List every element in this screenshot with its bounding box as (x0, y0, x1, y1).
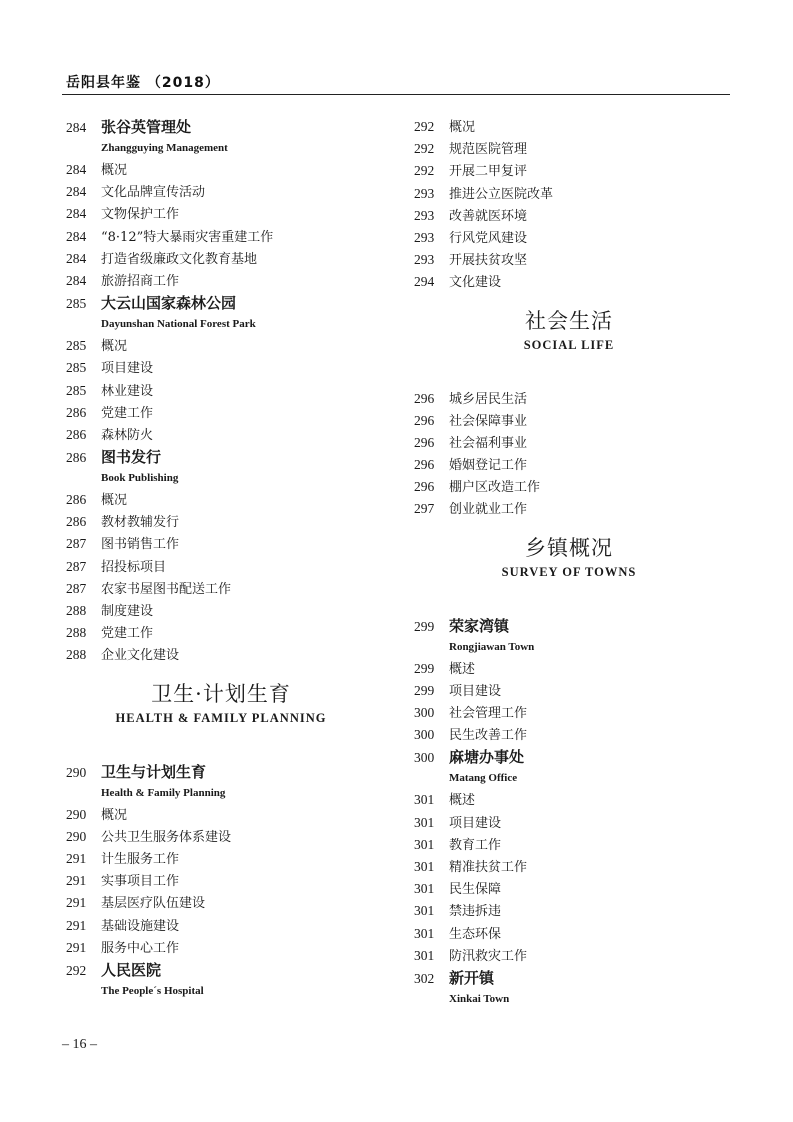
toc-page-number: 291 (66, 895, 87, 911)
toc-entry-title: 概况 (101, 163, 128, 178)
toc-english-subtitle: The People´s Hospital (101, 984, 204, 997)
toc-entry[interactable] (66, 826, 376, 848)
toc-page-number: 287 (66, 580, 87, 596)
toc-entry[interactable] (414, 249, 724, 271)
toc-entry[interactable] (414, 900, 724, 922)
toc-entry-title: 概况 (449, 120, 476, 135)
toc-page-number: 287 (66, 558, 87, 574)
toc-entry-title: 文物保护工作 (101, 207, 180, 223)
section-heading (66, 667, 376, 761)
toc-entry-title: 服务中心工作 (101, 940, 180, 956)
toc-entry[interactable] (66, 556, 376, 578)
toc-page-number: 286 (66, 404, 87, 420)
toc-page-number: 301 (414, 903, 435, 919)
toc-entry-title: 项目建设 (449, 683, 502, 699)
toc-page-number: 292 (414, 163, 435, 179)
toc-entry[interactable] (414, 945, 724, 967)
toc-page-number: 292 (414, 141, 435, 157)
toc-entry-title: 文化建设 (449, 275, 502, 291)
toc-entry-title: “8·12”特大暴雨灾害重建工作 (101, 229, 274, 245)
toc-heading-entry[interactable] (66, 446, 376, 469)
toc-entry[interactable] (414, 702, 724, 724)
toc-entry-title: 精准扶贫工作 (449, 859, 528, 875)
toc-entry[interactable] (414, 116, 724, 138)
toc-heading-entry[interactable] (66, 761, 376, 784)
toc-page-number: 300 (414, 705, 435, 720)
toc-entry[interactable] (414, 878, 724, 900)
toc-page-number: 288 (66, 625, 87, 641)
toc-english-subtitle: Xinkai Town (449, 992, 510, 1005)
toc-page-number: 291 (66, 850, 87, 866)
toc-entry[interactable] (414, 183, 724, 205)
toc-page-number: 288 (66, 647, 87, 663)
toc-entry[interactable] (66, 402, 376, 424)
section-subtitle: SURVEY OF TOWNS (501, 564, 637, 579)
toc-entry-title: 文化品牌宣传活动 (101, 185, 206, 201)
toc-page-number: 301 (414, 858, 435, 874)
toc-english-subtitle: Book Publishing (101, 472, 179, 485)
toc-entry[interactable] (66, 511, 376, 533)
section-spacer (414, 356, 724, 388)
toc-entry-title: 荣家湾镇 (449, 616, 510, 635)
toc-entry-title: 概况 (101, 493, 128, 509)
toc-page-number: 290 (66, 764, 87, 780)
toc-entry-title: 改善就医环境 (449, 208, 528, 224)
toc-page-number: 285 (66, 382, 87, 398)
toc-entry[interactable] (414, 160, 724, 182)
toc-entry-title: 林业建设 (101, 383, 154, 399)
toc-page-number: 301 (414, 925, 435, 941)
toc-entry[interactable] (414, 410, 724, 432)
toc-entry-title: 概述 (449, 793, 476, 809)
toc-entry-title: 人民医院 (101, 960, 162, 979)
toc-entry-title: 开展扶贫攻坚 (449, 253, 528, 269)
toc-entry-title: 教育工作 (449, 837, 502, 853)
toc-page-number: 286 (66, 492, 87, 508)
toc-page-number: 285 (66, 338, 87, 354)
toc-entry-title: 图书发行 (101, 448, 162, 467)
toc-page-number: 296 (414, 434, 435, 450)
toc-entry-title: 计生服务工作 (101, 851, 180, 867)
toc-entry-title: 社会福利事业 (449, 435, 528, 451)
toc-page-number: 285 (66, 296, 87, 312)
toc-heading-entry[interactable] (414, 967, 724, 990)
toc-page-number: 293 (414, 207, 435, 223)
toc-entry[interactable] (414, 834, 724, 856)
toc-entry[interactable] (414, 205, 724, 227)
toc-english-subtitle: Matang Office (449, 772, 518, 785)
toc-english-subtitle: Dayunshan National Forest Park (101, 318, 256, 331)
toc-entry[interactable] (414, 789, 724, 811)
toc-entry-title: 防汛救灾工作 (449, 948, 528, 964)
toc-page-number: 296 (414, 457, 435, 473)
toc-page-number: 300 (414, 727, 435, 743)
toc-entry-title: 项目建设 (101, 361, 154, 377)
toc-entry[interactable] (414, 498, 724, 520)
page-number: – 16 – (62, 1037, 97, 1052)
toc-page-number: 301 (414, 814, 435, 830)
toc-entry[interactable] (66, 226, 376, 248)
toc-page-number: 286 (66, 514, 87, 530)
toc-entry[interactable] (414, 227, 724, 249)
toc-page-number: 293 (414, 252, 435, 268)
toc-entry[interactable] (414, 388, 724, 410)
toc-entry[interactable] (66, 892, 376, 914)
toc-entry[interactable] (66, 159, 376, 181)
section-title: 乡镇概况 (525, 535, 613, 560)
running-header-title: 岳阳县年鉴 （2018） (66, 75, 220, 91)
toc-entry[interactable] (66, 600, 376, 622)
toc-page-number: 300 (414, 750, 435, 766)
toc-page-number: 291 (66, 873, 87, 889)
toc-entry-title: 社会管理工作 (449, 706, 528, 721)
toc-entry-title: 森林防火 (101, 427, 154, 443)
toc-page-number: 292 (414, 119, 435, 134)
toc-entry-title: 基层医疗队伍建设 (101, 896, 206, 912)
toc-page-number: 284 (66, 206, 87, 222)
toc-entry-title: 新开镇 (449, 968, 495, 987)
toc-page-number: 287 (66, 536, 87, 552)
toc-entry-title: 基础设施建设 (101, 918, 180, 934)
toc-entry[interactable] (66, 644, 376, 666)
toc-page-number: 292 (66, 962, 87, 978)
toc-entry[interactable] (66, 181, 376, 203)
section-spacer (66, 729, 376, 761)
toc-entry[interactable] (414, 138, 724, 160)
toc-entry[interactable] (66, 622, 376, 644)
section-spacer (414, 583, 724, 615)
toc-entry-title: 公共卫生服务体系建设 (101, 829, 232, 845)
section-title: 卫生·计划生育 (151, 681, 291, 706)
toc-entry[interactable] (66, 915, 376, 937)
toc-entry[interactable] (66, 489, 376, 511)
toc-page-number: 302 (414, 970, 435, 986)
toc-page-number: 297 (414, 501, 435, 517)
toc-entry-title: 教材教辅发行 (101, 515, 180, 531)
toc-entry[interactable] (66, 533, 376, 555)
toc-entry[interactable] (414, 724, 724, 746)
toc-entry[interactable] (66, 804, 376, 826)
toc-entry-title: 婚姻登记工作 (449, 458, 528, 474)
toc-entry[interactable] (66, 270, 376, 292)
toc-page-number: 284 (66, 184, 87, 200)
toc-page-number: 296 (414, 390, 435, 406)
toc-page-number: 285 (66, 360, 87, 376)
section-subtitle: SOCIAL LIFE (523, 337, 615, 352)
toc-entry[interactable] (66, 578, 376, 600)
toc-entry[interactable] (66, 870, 376, 892)
toc-page-number: 301 (414, 836, 435, 852)
toc-page-number: 291 (66, 917, 87, 933)
toc-page-number: 286 (66, 426, 87, 442)
section-title: 社会生活 (525, 308, 613, 333)
toc-entry-title: 旅游招商工作 (101, 273, 180, 289)
toc-entry-title: 制度建设 (101, 604, 154, 619)
toc-entry[interactable] (414, 923, 724, 945)
toc-entry-title: 棚户区改造工作 (449, 480, 541, 496)
toc-entry-title: 概述 (449, 661, 476, 677)
toc-entry-title: 概况 (101, 807, 128, 823)
toc-entry-title: 图书销售工作 (101, 537, 180, 553)
toc-page-number: 293 (414, 229, 435, 245)
toc-right-column (414, 116, 724, 1010)
toc-page-number: 294 (414, 274, 435, 290)
toc-page-number: 284 (66, 272, 87, 288)
toc-entry-title: 生态环保 (449, 926, 502, 942)
toc-entry-title: 民生保障 (449, 882, 502, 898)
toc-page-number: 299 (414, 682, 435, 698)
toc-entry-title: 推进公立医院改革 (449, 186, 554, 202)
toc-entry-title: 麻塘办事处 (449, 748, 525, 767)
toc-entry-title: 项目建设 (449, 815, 502, 831)
toc-heading-entry[interactable] (66, 116, 376, 139)
toc-entry-title: 张谷英管理处 (101, 118, 192, 136)
toc-entry-title: 打造省级廉政文化教育基地 (101, 251, 258, 267)
section-heading (414, 294, 724, 388)
section-subtitle: HEALTH & FAMILY PLANNING (115, 710, 327, 725)
toc-entry[interactable] (66, 380, 376, 402)
toc-entry[interactable] (66, 848, 376, 870)
toc-page-number: 284 (66, 120, 87, 135)
toc-entry[interactable] (66, 937, 376, 959)
toc-entry[interactable] (66, 424, 376, 446)
toc-entry-title: 农家书屋图书配送工作 (101, 581, 232, 597)
toc-entry-title: 民生改善工作 (449, 728, 528, 744)
toc-page-number: 284 (66, 250, 87, 266)
toc-entry[interactable] (66, 357, 376, 379)
toc-heading-entry[interactable] (414, 615, 724, 638)
toc-entry[interactable] (414, 476, 724, 498)
toc-entry-title: 大云山国家森林公园 (101, 294, 237, 313)
toc-page-number: 291 (66, 939, 87, 955)
toc-entry-title: 企业文化建设 (101, 648, 180, 664)
toc-entry[interactable] (414, 432, 724, 454)
toc-page-number: 301 (414, 881, 435, 897)
toc-page-number: 296 (414, 479, 435, 495)
toc-english-subtitle: Health & Family Planning (101, 786, 226, 799)
toc-page-number: 284 (66, 162, 87, 177)
toc-entry-title: 概况 (101, 339, 128, 355)
toc-entry[interactable] (414, 812, 724, 834)
toc-entry-title: 社会保障事业 (449, 413, 528, 429)
section-heading (414, 521, 724, 615)
toc-heading-entry[interactable] (66, 959, 376, 982)
toc-page-number: 296 (414, 412, 435, 428)
toc-page-number: 299 (414, 660, 435, 676)
toc-page-number: 284 (66, 228, 87, 244)
toc-entry-title: 实事项目工作 (101, 874, 180, 890)
toc-entry[interactable] (414, 658, 724, 680)
toc-entry-title: 党建工作 (101, 626, 154, 642)
toc-page-number: 293 (414, 185, 435, 201)
toc-entry-title: 招投标项目 (101, 559, 167, 575)
toc-page-number: 301 (414, 792, 435, 808)
toc-page-number: 288 (66, 603, 87, 618)
toc-page-number: 299 (414, 618, 435, 634)
toc-page-number: 290 (66, 828, 87, 844)
toc-page-number: 290 (66, 806, 87, 822)
toc-entry[interactable] (66, 203, 376, 225)
header-rule (62, 94, 730, 95)
toc-entry-title: 规范医院管理 (449, 142, 528, 158)
toc-english-subtitle: Rongjiawan Town (449, 640, 535, 653)
toc-heading-entry[interactable] (66, 292, 376, 315)
toc-entry[interactable] (414, 680, 724, 702)
toc-page-number: 286 (66, 450, 87, 466)
toc-heading-entry[interactable] (414, 746, 724, 769)
toc-entry-title: 开展二甲复评 (449, 164, 528, 180)
toc-left-column (66, 116, 376, 1002)
toc-entry-title: 创业就业工作 (449, 502, 528, 518)
toc-entry[interactable] (414, 271, 724, 293)
toc-entry-title: 禁违拆违 (449, 904, 502, 920)
toc-page-number: 301 (414, 947, 435, 963)
toc-entry[interactable] (66, 248, 376, 270)
toc-entry-title: 行风党风建设 (449, 230, 528, 246)
toc-entry-title: 党建工作 (101, 405, 154, 421)
toc-english-subtitle: Zhangguying Management (101, 142, 228, 154)
toc-entry[interactable] (414, 454, 724, 476)
toc-entry-title: 卫生与计划生育 (101, 762, 207, 781)
toc-entry[interactable] (414, 856, 724, 878)
toc-entry-title: 城乡居民生活 (449, 391, 528, 407)
toc-entry[interactable] (66, 335, 376, 357)
